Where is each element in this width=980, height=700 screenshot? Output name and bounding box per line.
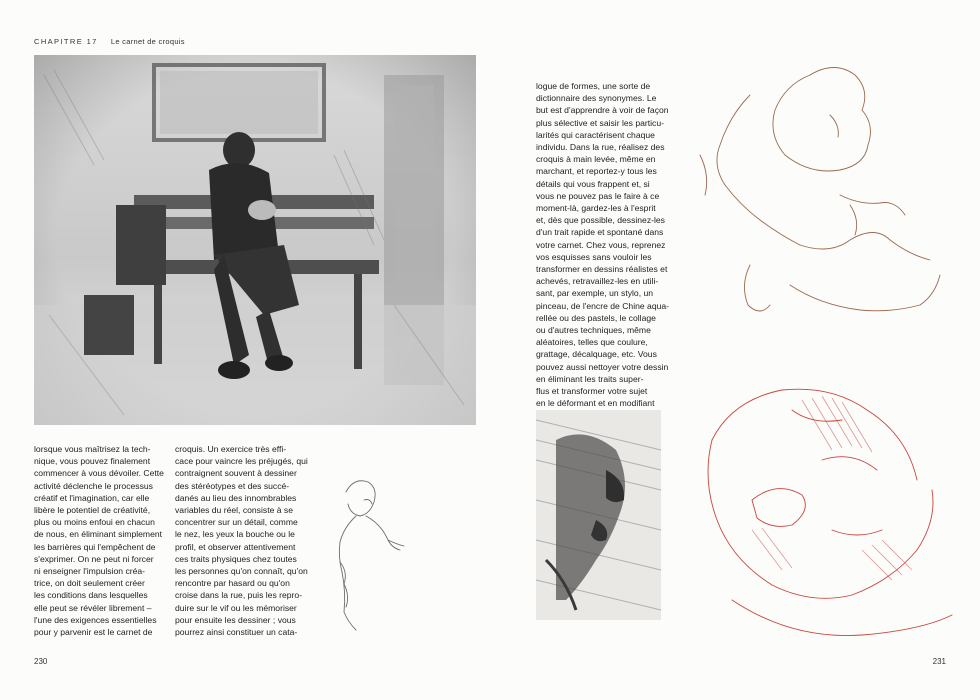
body-text-column-2: croquis. Un exercice très effi- cace pour vaincre les préjugés, qui contraignent souvent à dessiner des stéréotypes et des succé- danés au lieu des innombrables variables du réel, consiste à se concentrer sur un détail, comme le nez, les yeux la bouche ou le profil, et observer attentivement ces traits physiques chez toutes les personnes qu'on connaît, qu'on rencontre par hasard ou qu'on croise dans la rue, puis les repro- duire sur le vif ou les mémoriser pour ensuite les dessiner ; vous pourrez ainsi constituer un cata- [175,444,308,638]
pencil-sketch-figure [326,472,406,632]
chapter-title: Le carnet de croquis [110,37,185,46]
charcoal-drawing-seated-man [34,55,476,425]
chapter-label: CHAPITRE 17 [34,37,98,46]
red-pencil-sketch-sleeping-face [692,380,962,650]
body-text-column-3: logue de formes, une sorte de dictionnaire des synonymes. Le but est d'apprendre à voir de façon plus sélective et saisir les particu- larités qui caractérisent chaque individu. Dans la rue, réalisez des croquis à main levée, même en marchant, et reportez-y tous les détails qui vous frappent et, si vous ne pouvez pas le faire à ce moment-là, gardez-les à l'esprit et, dès que possible, dessinez-les d'un trait rapide et spontané dans votre carnet. Chez vous, reprenez vos esquisses sans vouloir les transformer en dessins réalistes et achevés, retravaillez-les en utili- sant, par exemple, un stylo, un pinceau, de l'encre de Chine aqua- rellée ou des pastels, le collage ou d'autres techniques, même aléatoires, telles que coulure, grattage, décalquage, etc. Vous pouvez aussi nettoyer votre dessin en éliminant les traits super- flus et transformer votre sujet en le déformant et en modifiant [536,81,670,409]
page-number-left: 230 [34,657,48,666]
pencil-sketch-face-profile [536,410,661,620]
brown-ink-sketch-reclining-figure [690,55,955,345]
running-head [34,37,185,46]
body-text-column-1: lorsque vous maîtrisez la tech- nique, vous pouvez finalement commencer à vous dévoiler. Cette activité déclenche le processus créatif et l'imagination, car elle libère le potentiel de créativité, plus ou moins enfoui en chacun de nous, en éliminant simplement les barrières qui l'empêchent de s'exprimer. On ne peut ni forcer ni enseigner l'impulsion créa- trice, on doit seulement créer les conditions dans lesquelles elle peut se révéler librement – l'une des exigences essentielles pour y parvenir est le carnet de [34,444,164,638]
page-number-right: 231 [932,657,946,666]
